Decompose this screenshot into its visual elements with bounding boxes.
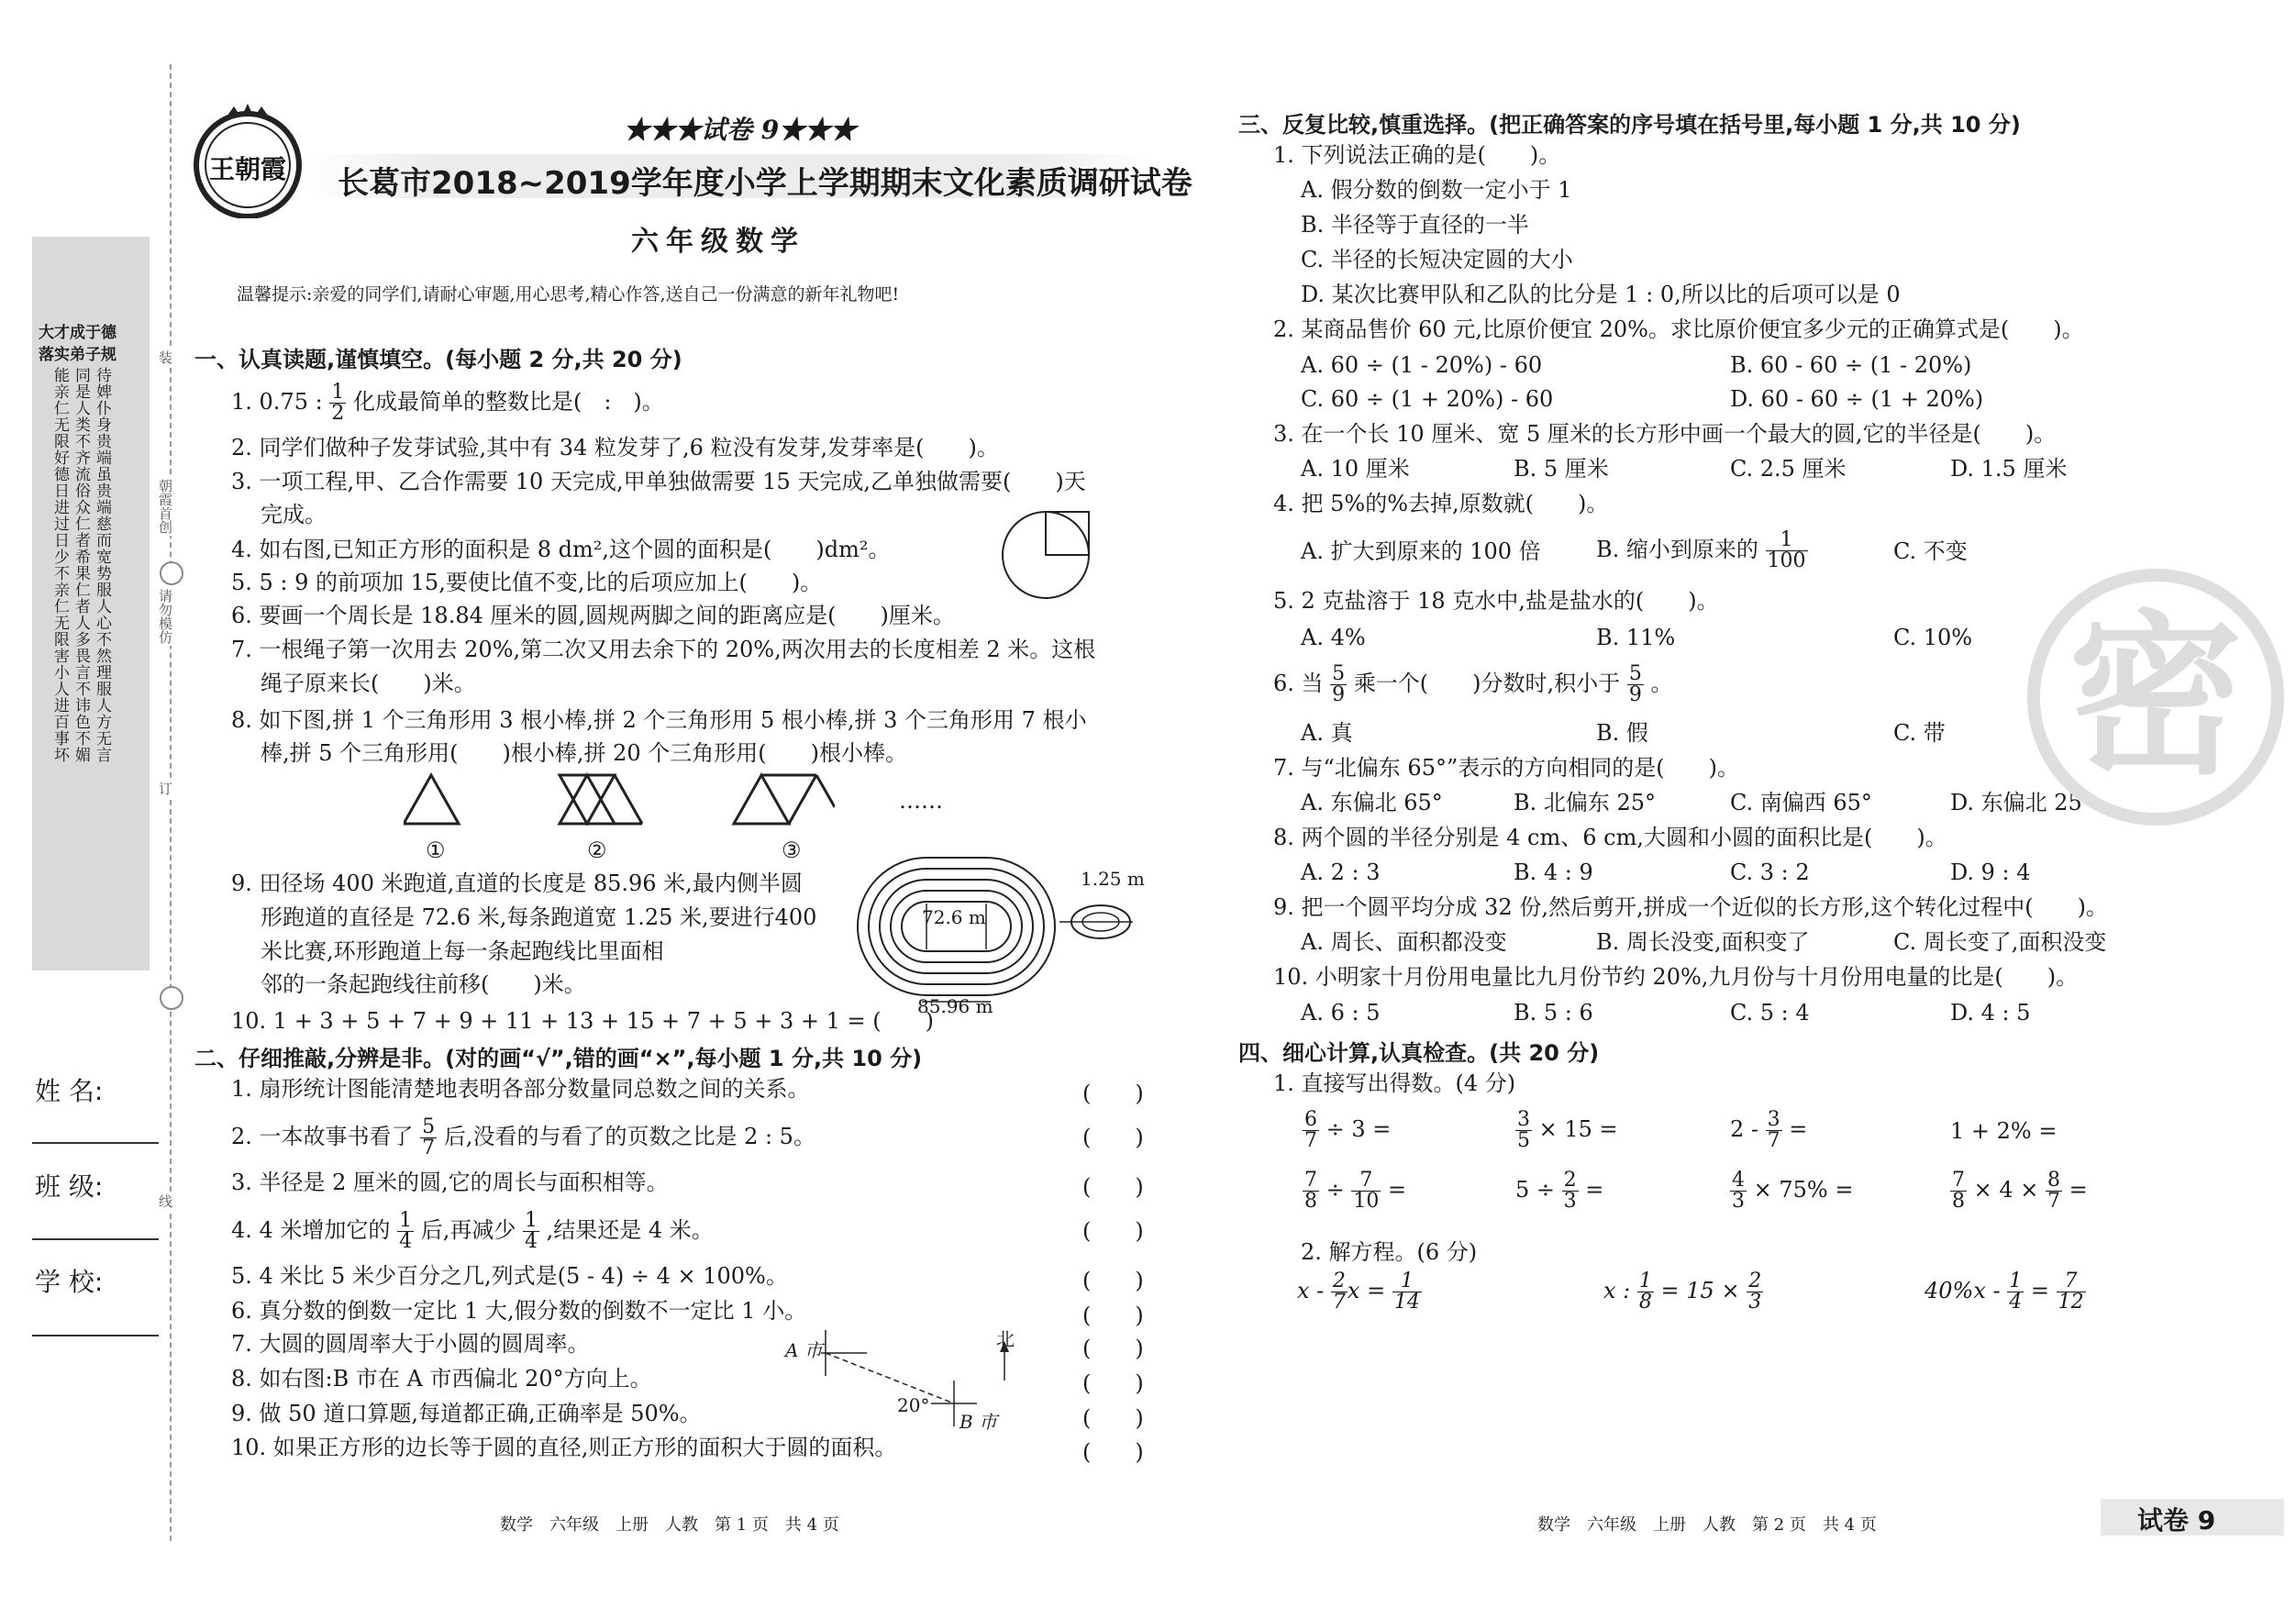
- choice-2: 2. 某商品售价 60 元,比原价便宜 20%。求比原价便宜多少元的正确算式是( )。: [1273, 316, 2084, 342]
- option-9b: B. 周长没变,面积变了: [1596, 929, 1810, 955]
- fraction: $\frac{5}{9}$: [1332, 662, 1346, 706]
- answer-blank[interactable]: ( ): [1082, 1218, 1144, 1244]
- motto-col-1: 待婢仆身贵端虽贵端慈而宽势服人心不然理服人方无言: [93, 367, 111, 763]
- judge-10: 10. 如果正方形的边长等于圆的直径,则正方形的面积大于圆的面积。: [231, 1435, 897, 1460]
- judge-7: 7. 大圆的圆周率大于小圆的圆周率。: [231, 1331, 590, 1357]
- section-3-title: 三、反复比较,慎重选择。(把正确答案的序号填在括号里,每小题 1 分,共 10 分): [1238, 112, 2021, 138]
- option-10b: B. 5 : 6: [1514, 1000, 1593, 1026]
- option-6b: B. 假: [1596, 720, 1648, 746]
- option-10a: A. 6 : 5: [1301, 1000, 1381, 1026]
- judge-8: 8. 如右图:B 市在 A 市西偏北 20°方向上。: [231, 1366, 652, 1392]
- class-label: 班 级:: [35, 1171, 104, 1202]
- calc-1: $\frac{6}{7}$ ÷ 3 =: [1304, 1108, 1392, 1152]
- question-1-4: 4. 如右图,已知正方形的面积是 8 dm²,这个圆的面积是( )dm²。: [231, 537, 891, 562]
- map-label-b: B 市: [959, 1411, 998, 1433]
- judge-3: 3. 半径是 2 厘米的圆,它的周长与面积相等。: [231, 1170, 669, 1195]
- triangle-pattern-figure: [404, 771, 835, 853]
- question-1-9-cont2: 米比赛,环形跑道上每一条起跑线比里面相: [261, 938, 664, 964]
- calc-2: $\frac{3}{5}$ × 15 =: [1517, 1108, 1618, 1152]
- calc-8: $\frac{7}{8}$ × 4 × $\frac{8}{7}$ =: [1952, 1169, 2088, 1213]
- option-1d: D. 某次比赛甲队和乙队的比分是 1 : 0,所以比的后项可以是 0: [1301, 282, 1901, 307]
- fraction: $\frac{1}{2}$: [331, 381, 345, 425]
- confidential-stamp: 密: [2027, 569, 2284, 826]
- logo-emblem: [188, 99, 307, 218]
- option-4c: C. 不变: [1893, 538, 1968, 564]
- option-10d: D. 4 : 5: [1950, 1000, 2031, 1026]
- option-2d: D. 60 - 60 ÷ (1 + 20%): [1730, 386, 1984, 412]
- slogan-1: 大才成于德: [39, 324, 116, 342]
- question-1-6: 6. 要画一个周长是 18.84 厘米的圆,圆规两脚之间的距离应是( )厘米。: [231, 603, 955, 628]
- choice-7: 7. 与“北偏东 65°”表示的方向相同的是( )。: [1273, 755, 1739, 781]
- question-1-7: 7. 一根绳子第一次用去 20%,第二次又用去余下的 20%,两次用去的长度相差 2 米。这根: [231, 637, 1096, 662]
- answer-blank[interactable]: ( ): [1082, 1370, 1144, 1396]
- option-2c: C. 60 ÷ (1 + 20%) - 60: [1301, 386, 1554, 412]
- track-width-label: 1.25 m: [1081, 868, 1145, 890]
- answer-blank[interactable]: ( ): [1082, 1336, 1144, 1361]
- option-8c: C. 3 : 2: [1730, 859, 1810, 885]
- slogan-2: 落实弟子规: [39, 346, 116, 364]
- exam-badge: ★★★试卷 9★★★: [624, 115, 857, 145]
- track-straight-label: 85.96 m: [917, 995, 993, 1017]
- choice-10: 10. 小明家十月份用电量比九月份节约 20%,九月份与十月份用电量的比是( )。: [1273, 964, 2079, 990]
- judge-2: 2. 一本故事书看了 $\frac{5}{7}$ 后,没看的与看了的页数之比是 2 : 5。: [231, 1115, 815, 1159]
- fold-label-mofang: 请勿模仿: [157, 589, 173, 644]
- section-2-title: 二、仔细推敲,分辨是非。(对的画“√”,错的画“×”,每小题 1 分,共 10 分): [194, 1046, 923, 1071]
- subject-title: 六年级数学: [631, 226, 805, 258]
- equation-1: x - $\frac{2}{7}$ x = $\frac{1}{14}$: [1297, 1270, 1420, 1314]
- calc-4: 1 + 2% =: [1950, 1118, 2058, 1144]
- warm-tip: 温馨提示:亲爱的同学们,请耐心审题,用心思考,精心作答,送自己一份满意的新年礼物吧!: [237, 284, 900, 305]
- question-1-10: 10. 1 + 3 + 5 + 7 + 9 + 11 + 13 + 15 + 7 + 5 + 3 + 1 = ( ): [231, 1008, 934, 1034]
- option-8d: D. 9 : 4: [1950, 859, 2031, 885]
- calc-6: 5 ÷ $\frac{2}{3}$ =: [1515, 1169, 1604, 1213]
- option-3d: D. 1.5 厘米: [1950, 456, 2068, 482]
- fraction: $\frac{5}{9}$: [1628, 662, 1642, 706]
- choice-3: 3. 在一个长 10 厘米、宽 5 厘米的长方形中画一个最大的圆,它的半径是( )。: [1273, 421, 2057, 447]
- map-label-north: 北: [996, 1328, 1015, 1350]
- option-8a: A. 2 : 3: [1301, 859, 1381, 885]
- option-5c: C. 10%: [1893, 625, 1973, 650]
- option-4a: A. 扩大到原来的 100 倍: [1301, 538, 1541, 564]
- pattern-ellipsis: ……: [899, 788, 943, 814]
- choice-6: 6. 当 $\frac{5}{9}$ 乘一个( )分数时,积小于 $\frac{5}{9}$ 。: [1273, 662, 1673, 706]
- fold-label-ding: 订: [157, 782, 173, 795]
- calc-3: 2 - $\frac{3}{7}$ =: [1730, 1108, 1808, 1152]
- question-1-8: 8. 如下图,拼 1 个三角形用 3 根小棒,拼 2 个三角形用 5 根小棒,拼 3 个三角形用 7 根小: [231, 707, 1087, 733]
- class-field[interactable]: [32, 1238, 159, 1240]
- choice-4: 4. 把 5%的%去掉,原数就( )。: [1273, 491, 1609, 516]
- question-1-9-cont3: 邻的一条起跑线往前移( )米。: [261, 971, 586, 997]
- question-1-3-cont: 完成。: [261, 502, 327, 527]
- option-9a: A. 周长、面积都没变: [1301, 929, 1507, 955]
- judge-9: 9. 做 50 道口算题,每道都正确,正确率是 50%。: [231, 1401, 702, 1426]
- fold-label-zhuang: 装: [157, 350, 173, 364]
- option-10c: C. 5 : 4: [1730, 1000, 1810, 1026]
- option-5b: B. 11%: [1596, 625, 1676, 650]
- section-1-title: 一、认真读题,谨慎填空。(每小题 2 分,共 20 分): [194, 347, 682, 372]
- answer-blank[interactable]: ( ): [1082, 1405, 1144, 1431]
- school-label: 学 校:: [35, 1267, 104, 1297]
- fold-label-chuang: 朝霞首创: [157, 479, 173, 534]
- question-1-8-cont: 棒,拼 5 个三角形用( )根小棒,拼 20 个三角形用( )根小棒。: [261, 740, 908, 766]
- exam-title: 长葛市2018~2019学年度小学上学期期末文化素质调研试卷: [338, 165, 1192, 202]
- choice-8: 8. 两个圆的半径分别是 4 cm、6 cm,大圆和小圆的面积比是( )。: [1273, 825, 1947, 850]
- section-4-title: 四、细心计算,认真检查。(共 20 分): [1238, 1040, 1600, 1066]
- motto-col-2: 同是人类不齐流俗众仁者希果仁者人多畏言不讳色不媚: [72, 367, 90, 763]
- fold-line: [170, 64, 172, 1541]
- pattern-label-1: ①: [426, 837, 446, 863]
- option-3b: B. 5 厘米: [1514, 456, 1609, 482]
- map-label-angle: 20°: [897, 1394, 930, 1416]
- pattern-label-3: ③: [782, 837, 802, 863]
- footer-right: 数学 六年级 上册 人教 第 2 页 共 4 页: [1537, 1515, 1877, 1535]
- option-7d: D. 东偏北 25°: [1950, 790, 2093, 815]
- footer-badge-text: 试卷 9: [2137, 1505, 2216, 1536]
- calc-subtitle: 1. 直接写出得数。(4 分): [1273, 1070, 1516, 1096]
- equation-3: 40%x - $\frac{1}{4}$ = $\frac{7}{12}$: [1924, 1270, 2084, 1314]
- answer-blank[interactable]: ( ): [1082, 1125, 1144, 1150]
- name-label: 姓 名:: [35, 1076, 104, 1106]
- answer-blank[interactable]: ( ): [1082, 1081, 1144, 1106]
- choice-5: 5. 2 克盐溶于 18 克水中,盐是盐水的( )。: [1273, 588, 1719, 614]
- question-1-1: 1. 0.75 : $\frac{1}{2}$ 化成最简单的整数比是( : )。: [231, 381, 664, 425]
- option-9c: C. 周长变了,面积没变: [1893, 929, 2107, 955]
- school-field[interactable]: [32, 1335, 159, 1336]
- option-7a: A. 东偏北 65°: [1301, 790, 1443, 815]
- option-8b: B. 4 : 9: [1514, 859, 1593, 885]
- option-7b: B. 北偏东 25°: [1514, 790, 1657, 815]
- choice-9: 9. 把一个圆平均分成 32 份,然后剪开,拼成一个近似的长方形,这个转化过程中( )。: [1273, 894, 2108, 920]
- question-1-9: 9. 田径场 400 米跑道,直道的长度是 85.96 米,最内侧半圆: [231, 871, 803, 896]
- judge-6: 6. 真分数的倒数一定比 1 大,假分数的倒数不一定比 1 小。: [231, 1298, 807, 1324]
- footer-left: 数学 六年级 上册 人教 第 1 页 共 4 页: [500, 1515, 839, 1535]
- equation-subtitle: 2. 解方程。(6 分): [1301, 1239, 1478, 1265]
- pattern-label-2: ②: [587, 837, 607, 863]
- option-4b: B. 缩小到原来的 $\frac{1}{100}$: [1596, 528, 1806, 572]
- question-1-5: 5. 5 : 9 的前项加 15,要使比值不变,比的后项应加上( )。: [231, 570, 823, 595]
- svg-text:王朝霞: 王朝霞: [208, 154, 287, 184]
- binding-hole: [160, 986, 183, 1010]
- option-2b: B. 60 - 60 ÷ (1 - 20%): [1730, 352, 1972, 378]
- judge-1: 1. 扇形统计图能清楚地表明各部分数量同总数之间的关系。: [231, 1076, 810, 1102]
- equation-2: x : $\frac{1}{8}$ = 15 × $\frac{2}{3}$: [1603, 1270, 1762, 1314]
- fold-label-xian: 线: [157, 1194, 173, 1208]
- name-field[interactable]: [32, 1142, 159, 1144]
- answer-blank[interactable]: ( ): [1082, 1439, 1144, 1465]
- option-1b: B. 半径等于直径的一半: [1301, 212, 1529, 238]
- binding-hole: [160, 561, 183, 585]
- question-1-3: 3. 一项工程,甲、乙合作需要 10 天完成,甲单独做需要 15 天完成,乙单独做需要( )天: [231, 469, 1086, 494]
- option-2a: A. 60 ÷ (1 - 20%) - 60: [1301, 352, 1543, 378]
- fraction: $\frac{1}{100}$: [1767, 528, 1806, 572]
- track-diameter-label: 72.6 m: [922, 906, 986, 928]
- map-label-a: A 市: [785, 1339, 823, 1361]
- question-1-9-cont1: 形跑道的直径是 72.6 米,每条跑道宽 1.25 米,要进行400: [261, 904, 817, 930]
- fraction: $\frac{5}{7}$: [422, 1115, 436, 1159]
- option-1a: A. 假分数的倒数一定小于 1: [1301, 177, 1572, 203]
- answer-blank[interactable]: ( ): [1082, 1174, 1144, 1200]
- calc-7: $\frac{4}{3}$ × 75% =: [1732, 1169, 1854, 1213]
- answer-blank[interactable]: ( ): [1082, 1268, 1144, 1293]
- fraction: $\frac{1}{4}$: [525, 1209, 538, 1253]
- option-6a: A. 真: [1301, 720, 1353, 746]
- choice-1: 1. 下列说法正确的是( )。: [1273, 142, 1561, 168]
- circle-square-figure: [1000, 509, 1092, 601]
- judge-5: 5. 4 米比 5 米少百分之几,列式是(5 - 4) ÷ 4 × 100%。: [231, 1263, 788, 1289]
- option-3c: C. 2.5 厘米: [1730, 456, 1847, 482]
- option-1c: C. 半径的长短决定圆的大小: [1301, 247, 1573, 272]
- fraction: $\frac{1}{4}$: [399, 1209, 413, 1253]
- calc-5: $\frac{7}{8}$ ÷ $\frac{7}{10}$ =: [1304, 1169, 1407, 1213]
- judge-4: 4. 4 米增加它的 $\frac{1}{4}$ 后,再减少 $\frac{1}{4}$ ,结果还是 4 米。: [231, 1209, 714, 1253]
- option-5a: A. 4%: [1301, 625, 1366, 650]
- answer-blank[interactable]: ( ): [1082, 1303, 1144, 1328]
- question-1-7-cont: 绳子原来长( )米。: [261, 671, 476, 696]
- option-7c: C. 南偏西 65°: [1730, 790, 1872, 815]
- question-1-2: 2. 同学们做种子发芽试验,其中有 34 粒发芽了,6 粒没有发芽,发芽率是( )。: [231, 435, 999, 460]
- option-3a: A. 10 厘米: [1301, 456, 1410, 482]
- option-6c: C. 带: [1893, 720, 1946, 746]
- motto-col-3: 能亲仁无限好德日进过日少不亲仁无限害小人进百事坏: [50, 367, 69, 763]
